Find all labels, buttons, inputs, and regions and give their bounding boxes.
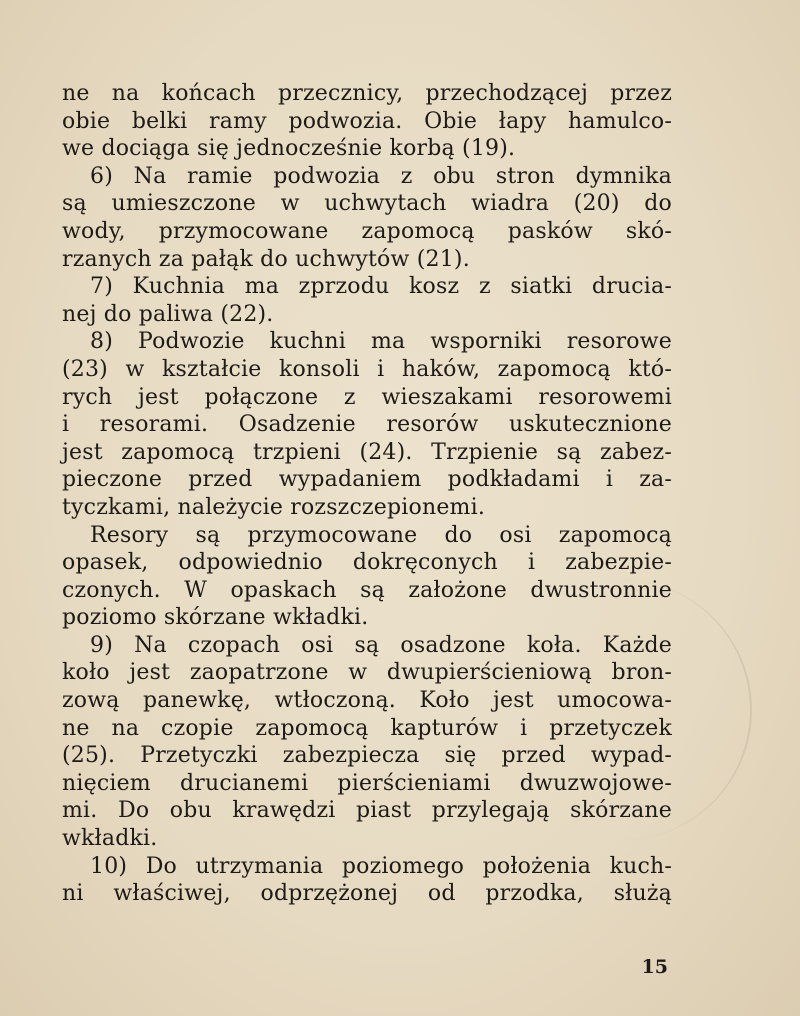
text-line: we dociąga się jednocześnie korbą (19). bbox=[62, 136, 516, 162]
text-line: pieczone przed wypadaniem podkładami i za- bbox=[62, 467, 672, 493]
text-line: rzanych za pałąk do uchwytów (21). bbox=[62, 246, 470, 272]
text-line: są umieszczone w uchwytach wiadra (20) do bbox=[62, 191, 672, 217]
text-line: wkładki. bbox=[62, 826, 158, 852]
text-line: ne na końcach przecznicy, przechodzącej przez bbox=[62, 81, 672, 106]
text-line: mi. Do obu krawędzi piast przylegają skórzane bbox=[62, 798, 672, 824]
text-line: (25). Przetyczki zabezpiecza się przed wypad- bbox=[62, 743, 672, 769]
text-line: 9) Na czopach osi są osadzone koła. Każde bbox=[90, 632, 672, 658]
text-line: koło jest zaopatrzone w dwupierścieniową bron- bbox=[62, 660, 672, 686]
text-line: nej do paliwa (22). bbox=[62, 301, 274, 327]
text-line: 8) Podwozie kuchni ma wsporniki resorowe bbox=[90, 329, 672, 355]
text-line: zową panewkę, wtłoczoną. Koło jest umocowa- bbox=[62, 688, 672, 714]
text-line: ni właściwej, odprzężonej od przodka, służą bbox=[62, 881, 672, 907]
text-line: (23) w kształcie konsoli i haków, zapomocą któ- bbox=[62, 356, 672, 382]
text-line: poziomo skórzane wkładki. bbox=[62, 605, 369, 631]
text-line: ne na czopie zapomocą kapturów i przetyczek bbox=[62, 715, 672, 741]
text-line: 7) Kuchnia ma zprzodu kosz z siatki drucia- bbox=[90, 274, 672, 300]
body-text bbox=[62, 80, 672, 908]
text-line: 10) Do utrzymania poziomego położenia kuch- bbox=[90, 853, 672, 879]
page-number: 15 bbox=[641, 956, 668, 978]
text-line: i resorami. Osadzenie resorów uskutecznione bbox=[62, 412, 672, 438]
text-line: wody, przymocowane zapomocą pasków skó- bbox=[62, 218, 672, 244]
text-line: tyczkami, należycie rozszczepionemi. bbox=[62, 494, 486, 520]
text-line: jest zapomocą trzpieni (24). Trzpienie są zabez- bbox=[62, 439, 672, 465]
text-line: 6) Na ramie podwozia z obu stron dymnika bbox=[90, 163, 672, 189]
text-line: opasek, odpowiednio dokręconych i zabezpie- bbox=[62, 550, 672, 576]
text-line: obie belki ramy podwozia. Obie łapy hamulco- bbox=[62, 108, 672, 134]
text-line: nięciem drucianemi pierścieniami dwuzwojowe- bbox=[62, 770, 672, 796]
text-line: Resory są przymocowane do osi zapomocą bbox=[90, 522, 672, 548]
text-line: czonych. W opaskach są założone dwustronnie bbox=[62, 577, 672, 603]
text-line: rych jest połączone z wieszakami resorowemi bbox=[62, 384, 672, 410]
